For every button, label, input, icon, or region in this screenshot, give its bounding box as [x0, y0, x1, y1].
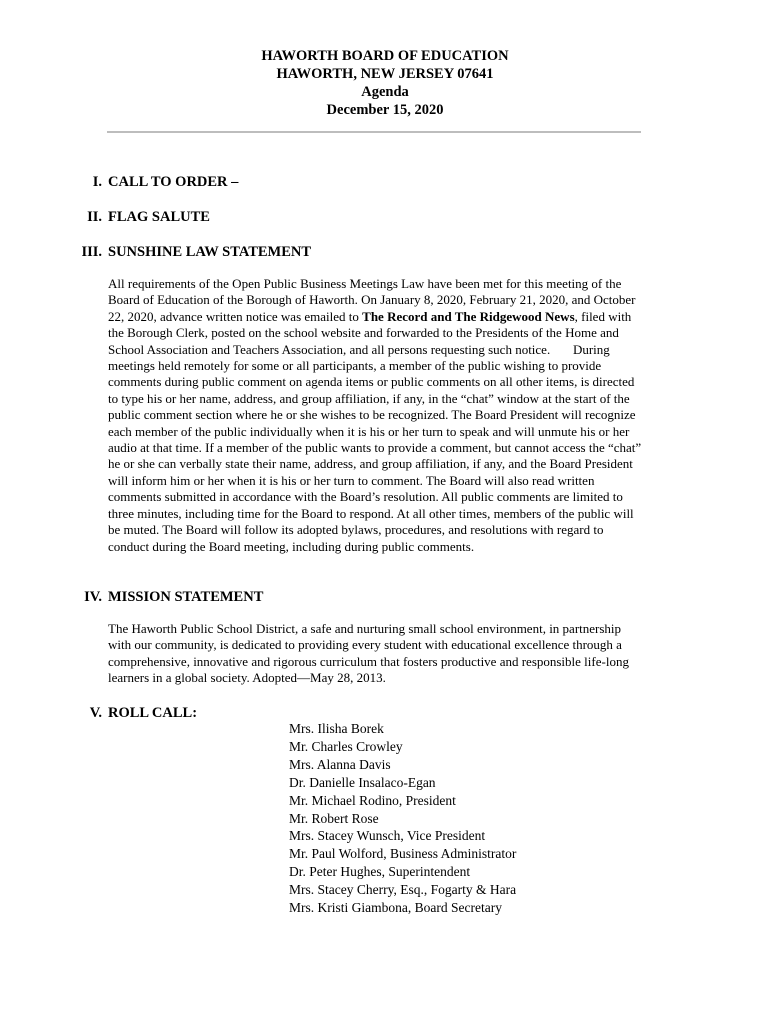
section-title: SUNSHINE LAW STATEMENT — [108, 244, 312, 260]
paragraph-line: comments submitted in accordance with the Board’s resolution. All public comments are limited to — [108, 489, 623, 505]
board-name: HAWORTH BOARD OF EDUCATION — [261, 48, 509, 64]
roll-call-member: Dr. Danielle Insalaco-Egan — [289, 774, 436, 790]
text-run: 22, 2020, advance written notice was emailed to — [108, 308, 363, 324]
paragraph-line: learners in a global society. Adopted—May 28, 2013. — [108, 670, 386, 686]
paragraph-line — [108, 309, 676, 325]
document-type: Agenda — [361, 84, 409, 100]
paragraph-line: comprehensive, innovative and rigorous curriculum that fosters productive and responsible life-long — [108, 653, 629, 669]
section-number: III. — [81, 244, 102, 260]
text-run: , filed with — [574, 308, 632, 324]
roll-call-member: Mr. Paul Wolford, Business Administrator — [289, 846, 517, 862]
paragraph-line: comments during public comment on agenda items or public comments on all other items, is directed — [108, 374, 635, 390]
paragraph-line: will inform him or her when it is his or her turn to comment. The Board will also read written — [108, 472, 595, 488]
sunshine-law-paragraph — [108, 276, 676, 555]
paragraph-line: All requirements of the Open Public Business Meetings Law have been met for this meeting of the — [108, 276, 622, 291]
meeting-date: December 15, 2020 — [326, 102, 444, 118]
newspaper-names: The Record and The Ridgewood News — [362, 308, 575, 324]
document-header — [0, 47, 770, 119]
paragraph-line: The Haworth Public School District, a safe and nurturing small school environment, in partnership — [108, 621, 622, 636]
section-number: V. — [89, 705, 102, 721]
section-number: IV. — [84, 589, 102, 605]
section-title: ROLL CALL: — [108, 705, 198, 721]
roll-call-member: Mr. Robert Rose — [289, 810, 379, 826]
roll-call-member: Mrs. Stacey Cherry, Esq., Fogarty & Hara — [289, 882, 517, 898]
roll-call-member: Mrs. Kristi Giambona, Board Secretary — [289, 900, 502, 916]
mission-paragraph — [108, 621, 676, 687]
paragraph-line: three minutes, including time for the Board to respond. At all other times, members of the public will — [108, 505, 634, 521]
roll-call-member: Mrs. Stacey Wunsch, Vice President — [289, 828, 486, 844]
section-title: FLAG SALUTE — [108, 209, 210, 225]
section-title: MISSION STATEMENT — [108, 589, 264, 605]
paragraph-line: School Association and Teachers Association, and all persons requesting such notice. During — [108, 341, 610, 357]
paragraph-line: public comment section where he or she wishes to be recognized. The Board President will recognize — [108, 407, 636, 423]
paragraph-line: audio at that time. If a member of the public wants to provide a comment, but cannot access the “chat” — [108, 440, 642, 456]
section-title: CALL TO ORDER – — [108, 174, 239, 190]
paragraph-line: with our community, is dedicated to providing every student with educational excellence through a — [108, 637, 622, 653]
header-divider — [107, 131, 641, 133]
section-number: I. — [92, 174, 102, 190]
roll-call-member: Mrs. Ilisha Borek — [289, 721, 384, 736]
roll-call-member: Mr. Charles Crowley — [289, 738, 403, 754]
section-number: II. — [87, 209, 102, 225]
roll-call-member: Mrs. Alanna Davis — [289, 756, 391, 772]
paragraph-line: each member of the public individually when it is his or her turn to speak and will unmute his or her — [108, 423, 630, 439]
location: HAWORTH, NEW JERSEY 07641 — [276, 66, 494, 82]
roll-call-list — [289, 720, 516, 917]
paragraph-line: he or she can verbally state their name, address, and group affiliation, if any, and the Board President — [108, 456, 633, 472]
roll-call-member: Mr. Michael Rodino, President — [289, 792, 456, 808]
paragraph-line: conduct during the Board meeting, including during public comments. — [108, 538, 475, 554]
paragraph-line: meetings held remotely for some or all participants, a member of the public wishing to provide — [108, 358, 602, 374]
paragraph-line: to type his or her name, address, and group affiliation, if any, in the “chat” window at the start of the — [108, 390, 630, 406]
paragraph-line: the Borough Clerk, posted on the school website and forwarded to the Presidents of the Home and — [108, 325, 619, 341]
paragraph-line: be muted. The Board will follow its adopted bylaws, procedures, and resolutions with regard to — [108, 522, 604, 538]
roll-call-member: Dr. Peter Hughes, Superintendent — [289, 864, 471, 880]
paragraph-line: Board of Education of the Borough of Haworth. On January 8, 2020, February 21, 2020, and October — [108, 292, 636, 308]
